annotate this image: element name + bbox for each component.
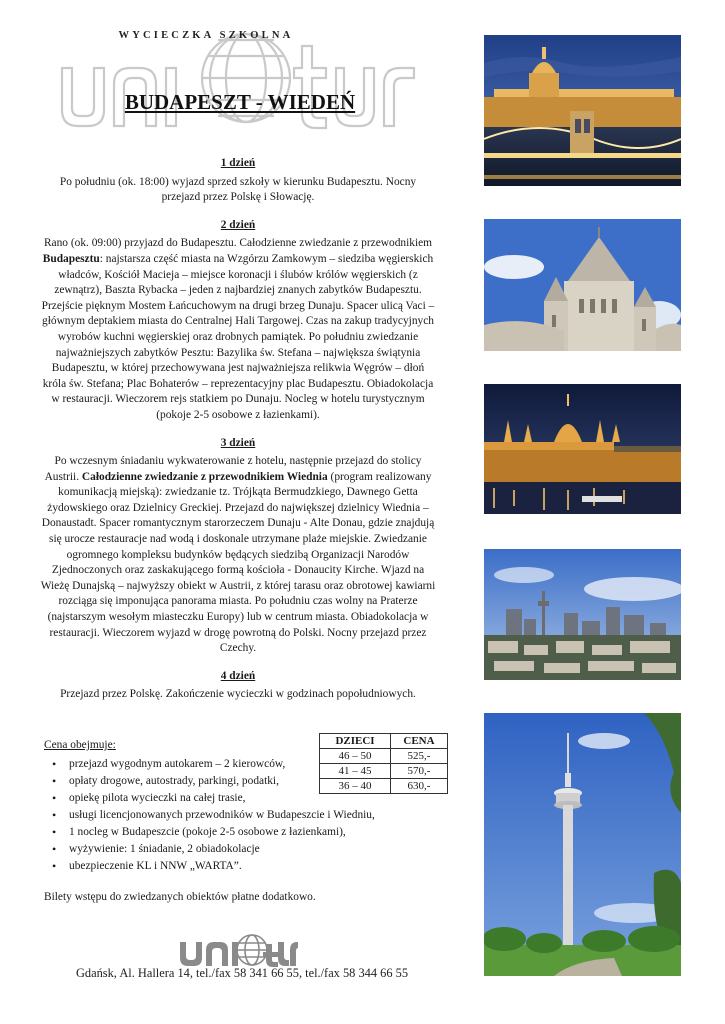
price-table	[319, 733, 448, 794]
column-header-price: CENA	[391, 734, 448, 749]
table-cell: 570,-	[391, 764, 448, 779]
day-description: Rano (ok. 09:00) przyjazd do Budapesztu. Całodzienne zwiedzanie z przewodnikiem Budapesztu: najstarsza część miasta na Wzgórzu Zamkowym – siedziba węgierskich władców, Kościół Macieja – miejsce koronacji i ślubów królów węgierskich (z zewnątrz), Baszta Rybacka – jeden z najbardziej znanych zabytków Budapesztu. Przejście pięknym Mostem Łańcuchowym na drugi brzeg Dunaju. Spacer ulicą Vaci – głównym deptakiem miasta do Centralnej Hali Targowej. Czas na zakup tradycyjnych wyrobów kuchni węgierskiej oraz drobnych pamiątek. Po południu zwiedzanie najważniejszych zabytków Pesztu: Bazylika św. Stefana – największa świątynia Budapesztu, w której przechowywana jest najważniejsza relikwia Węgrów – dłoń króla św. Stefana; Plac Bohaterów – reprezentacyjny plac Budapesztu. Obiadokolacja w restauracji. Wieczorem rejs statkiem po Dunaju. Nocleg w hotelu turystycznym (pokoje 2-5 osobowe z łazienkami).	[41, 237, 435, 421]
vienna-skyline-photo	[484, 549, 681, 680]
unitur-globe-logo-icon	[58, 28, 420, 143]
table-cell: 46 – 50	[320, 749, 391, 764]
table-row	[320, 779, 448, 794]
day-title: 1 dzień	[220, 157, 256, 169]
list-item: • usługi licencjonowanych przewodników w Budapeszcie i Wiedniu,	[44, 807, 444, 824]
day-title: 3 dzień	[220, 436, 256, 449]
day-section	[40, 436, 436, 657]
table-cell: 630,-	[391, 779, 448, 794]
table-row	[320, 749, 448, 764]
day-section	[40, 669, 436, 703]
list-item: • ubezpieczenie KL i NNW „WARTA”.	[44, 858, 444, 875]
budapest-castle-chain-bridge-night-photo	[484, 35, 681, 186]
column-header-children: DZIECI	[320, 734, 391, 749]
table-cell: 525,-	[391, 749, 448, 764]
day-title: 4 dzień	[220, 669, 256, 682]
itinerary	[40, 156, 436, 715]
list-item: • opiekę pilota wycieczki na całej trasie,	[44, 790, 444, 807]
table-header-row	[320, 734, 448, 749]
trip-type-kicker: WYCIECZKA SZKOLNA	[118, 30, 294, 41]
fishermans-bastion-photo	[484, 219, 681, 351]
list-item: • wyżywienie: 1 śniadanie, 2 obiadokolacje	[44, 841, 444, 858]
day-title: 2 dzień	[220, 218, 256, 231]
day-section	[40, 218, 436, 424]
table-cell: 36 – 40	[320, 779, 391, 794]
tickets-note: Bilety wstępu do zwiedzanych obiektów płatne dodatkowo.	[44, 891, 316, 903]
day-description: Po wczesnym śniadaniu wykwaterowanie z hotelu, następnie przejazd do stolicy Austrii. Całodzienne zwiedzanie z przewodnikiem Wiednia (program realizowany komunikacją miejską): zwiedzanie tz. Trójkąta Bermudzkiego, Dawnego Getta żydowskiego oraz Dzielnicy Greckiej. Przejazd do największej dzielnicy Wiednia – Donaustadt. Spacer romantycznym starorzeczem Dunaju - Alte Donau, gdzie znajdują się urocze restauracje nad wodą i doskonale utrzymane plaże miejskie. Zwiedzanie ogromnego kompleksu budynków będących siedzibą Organizacji Narodów Zjednoczonych oraz zaskakującego formą kościoła - Donaucity Kirche. Wjazd na Wieżę Dunajską – najwyższy obiekt w Austrii, z której tarasu oraz obrotowej kawiarni rozciąga się imponująca panorama miasta. Po południu czas wolny na Praterze (najstarszym wesołym miasteczku Europy) lub w centrum miasta. Obiadokolacja w restauracji. Wieczorem wyjazd w drogę powrotną do Polski. Nocny przejazd przez Czechy.	[40, 455, 436, 655]
unitur-logo-watermark	[58, 28, 420, 143]
footer-address: Gdańsk, Al. Hallera 14, tel./fax 58 341 66 55, tel./fax 58 344 66 55	[75, 966, 409, 980]
hungarian-parliament-night-photo	[484, 384, 681, 514]
day-description: Przejazd przez Polskę. Zakończenie wycieczki w godzinach popołudniowych.	[60, 688, 416, 701]
list-item: • 1 nocleg w Budapeszcie (pokoje 2-5 osobowe z łazienkami),	[44, 824, 444, 841]
list-item: • opłaty drogowe, autostrady, parkingi, podatki,	[44, 773, 444, 790]
table-row	[320, 764, 448, 779]
day-description: Po południu (ok. 18:00) wyjazd sprzed szkoły w kierunku Budapesztu. Nocny przejazd przez Polskę i Słowację.	[59, 175, 417, 204]
price-includes-heading: Cena obejmuje:	[44, 739, 116, 751]
day-section	[40, 156, 436, 206]
table-cell: 41 – 45	[320, 764, 391, 779]
danube-tower-photo	[484, 713, 681, 976]
unitur-footer-logo-icon	[178, 930, 298, 970]
list-item: • przejazd wygodnym autokarem – 2 kierowców,	[44, 756, 444, 773]
page-title: BUDAPESZT - WIEDEŃ	[124, 90, 356, 114]
